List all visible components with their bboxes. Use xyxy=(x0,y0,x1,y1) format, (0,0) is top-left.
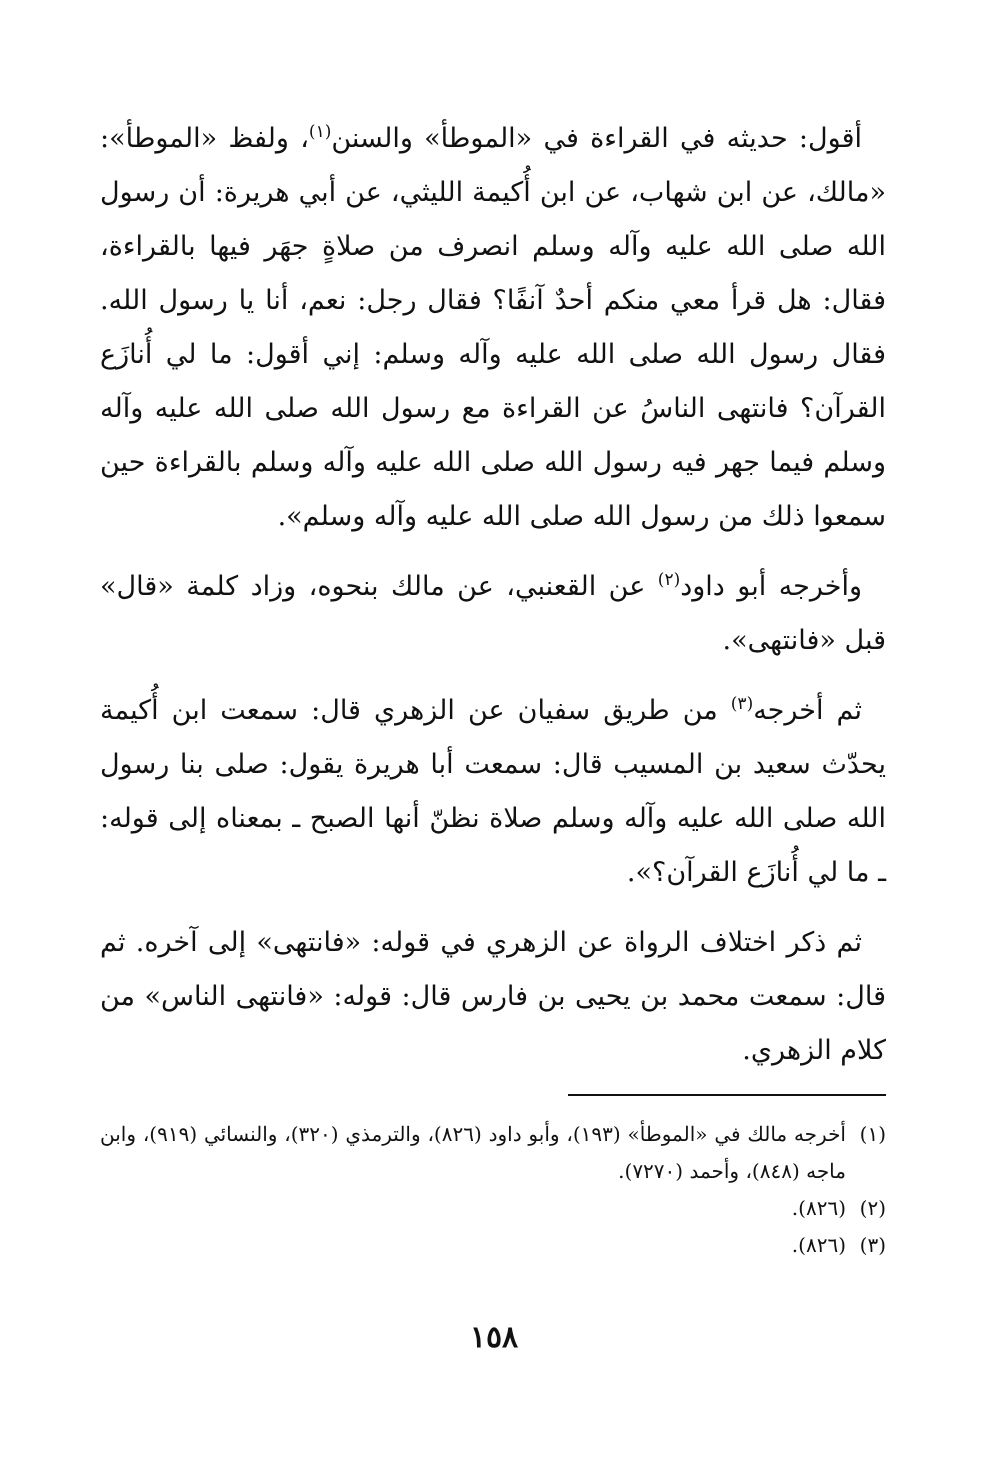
paragraph-3-text-start: ثم أخرجه xyxy=(753,695,862,726)
paragraph-2 xyxy=(100,560,886,668)
footnote-ref-2[interactable]: (٢) xyxy=(657,570,681,590)
footnote-number: (٢) xyxy=(859,1196,886,1220)
paragraph-4 xyxy=(100,916,886,1078)
page-body xyxy=(100,112,886,1412)
paragraph-3 xyxy=(100,684,886,900)
footnote-3 xyxy=(100,1227,886,1264)
paragraph-2-text-end: عن القعنبي، عن مالك بنحوه، وزاد كلمة «قال» قبل «فانتهى». xyxy=(100,571,886,656)
footnote-text: (٨٢٦). xyxy=(791,1233,846,1257)
footnote-text: أخرجه مالك في «الموطأ» (١٩٣)، وأبو داود (٨٢٦)، والترمذي (٣٢٠)، والنسائي (٩١٩)، وابن ماجه (٨٤٨)، وأحمد (٧٢٧٠). xyxy=(100,1122,846,1183)
footnote-2 xyxy=(100,1190,886,1227)
paragraph-2-text-start: وأخرجه أبو داود xyxy=(680,571,862,602)
footnote-text: (٨٢٦). xyxy=(791,1196,846,1220)
paragraph-1 xyxy=(100,112,886,544)
paragraph-1-text-start: أقول: حديثه في القراءة في «الموطأ» والسنن xyxy=(331,123,862,154)
footnote-ref-1[interactable]: (١) xyxy=(308,122,332,142)
footnote-ref-3[interactable]: (٣) xyxy=(730,694,754,714)
footnote-separator xyxy=(568,1094,886,1096)
footnotes-list xyxy=(100,1116,886,1264)
footnote-number: (١) xyxy=(859,1122,886,1146)
footnote-number: (٣) xyxy=(859,1233,886,1257)
paragraph-3-text-end: من طريق سفيان عن الزهري قال: سمعت ابن أُكيمة يحدّث سعيد بن المسيب قال: سمعت أبا هريرة يقول: صلى بنا رسول الله صلى الله عليه وآله وسلم صلاة نظنّ أنها الصبح ـ بمعناه إلى قوله: ـ ما لي أُنازَع القرآن؟». xyxy=(100,695,886,888)
paragraph-1-text-end: ، ولفظ «الموطأ»: «مالك، عن ابن شهاب، عن ابن أُكيمة الليثي، عن أبي هريرة: أن رسول الله صلى الله عليه وآله وسلم انصرف من صلاةٍ جهَر فيها بالقراءة، فقال: هل قرأ معي منكم أحدٌ آنفًا؟ فقال رجل: نعم، أنا يا رسول الله. فقال رسول الله صلى الله عليه وآله وسلم: إني أقول: ما لي أُنازَع القرآن؟ فانتهى الناسُ عن القراءة مع رسول الله صلى الله عليه وآله وسلم فيما جهر فيه رسول الله صلى الله عليه وآله وسلم بالقراءة حين سمعوا ذلك من رسول الله صلى الله عليه وآله وسلم». xyxy=(100,123,886,532)
page-number: ١٥٨ xyxy=(469,1320,519,1355)
footnote-1 xyxy=(100,1116,886,1190)
paragraph-4-text: ثم ذكر اختلاف الرواة عن الزهري في قوله: «فانتهى» إلى آخره. ثم قال: سمعت محمد بن يحيى بن فارس قال: قوله: «فانتهى الناس» من كلام الزهري. xyxy=(100,927,886,1066)
